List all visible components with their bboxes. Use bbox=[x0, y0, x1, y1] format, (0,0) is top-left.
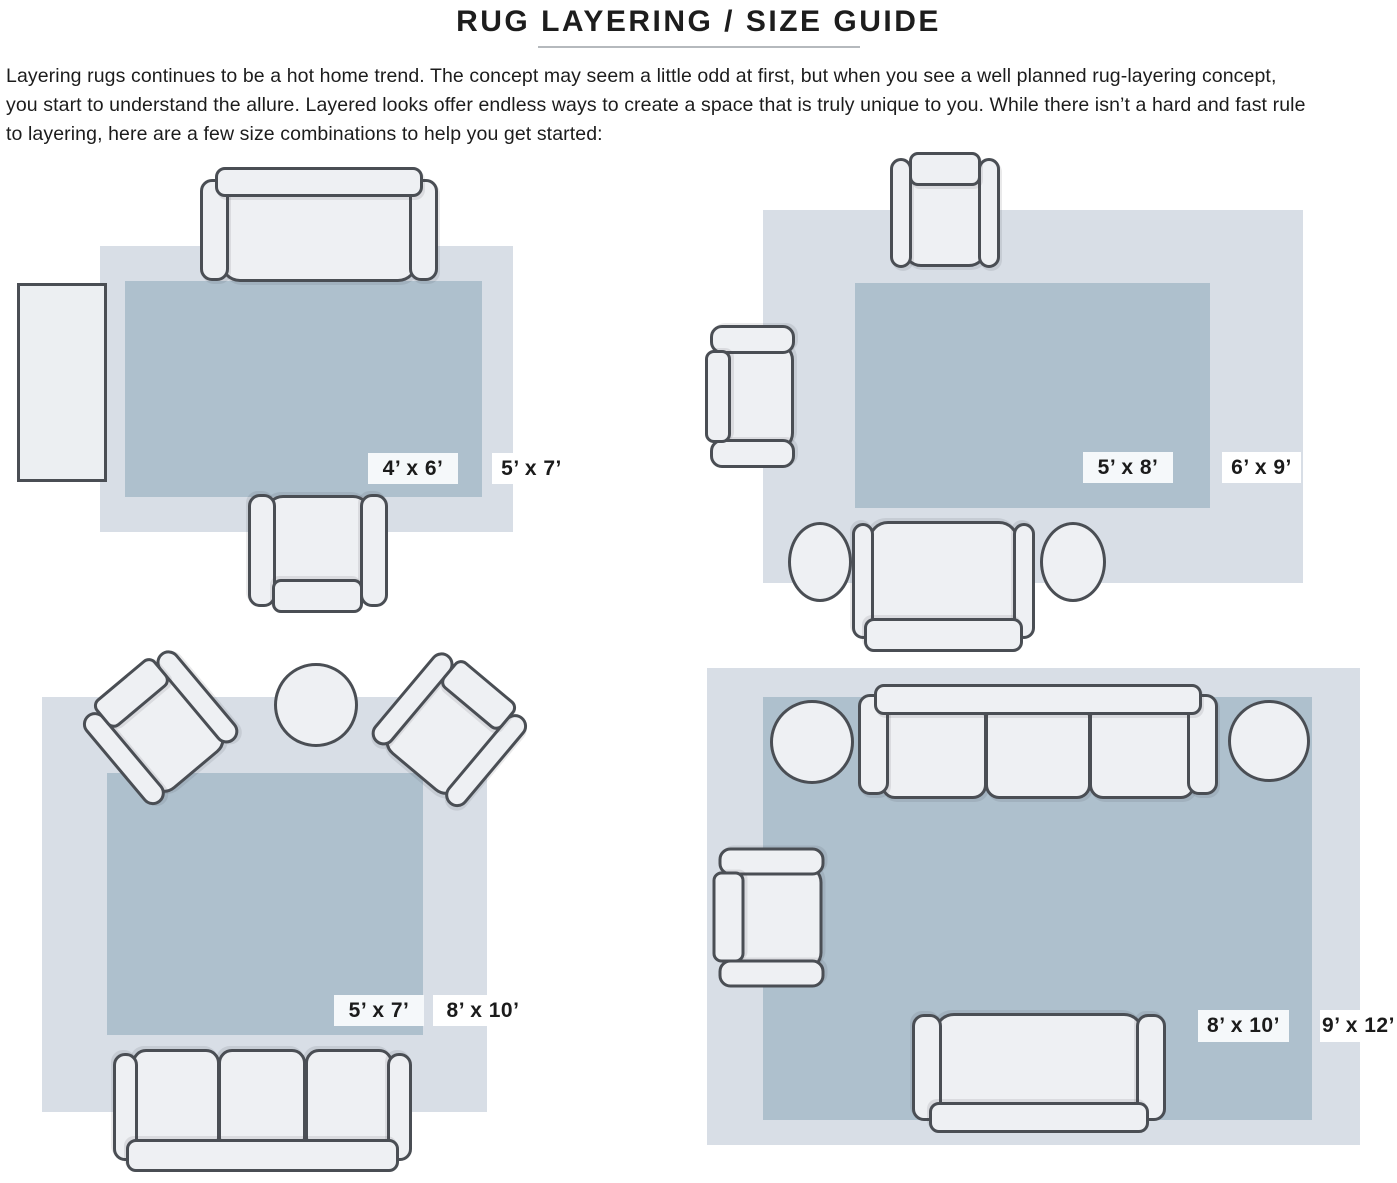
outer-rug-size-text: 5’ x 7’ bbox=[501, 456, 562, 480]
inner-rug-size-text: 5’ x 8’ bbox=[1097, 455, 1159, 479]
armchair-arm-right bbox=[978, 158, 1000, 268]
intro-line: you start to understand the allure. Layered looks offer endless ways to create a space that is truly unique to you. While there isn’t a hard and fast rule bbox=[6, 94, 1306, 116]
inner-rug-size-label bbox=[1198, 1010, 1289, 1042]
intro-line: Layering rugs continues to be a hot home trend. The concept may seem a little odd at first, but when you see a well planned rug-layering concept, bbox=[6, 65, 1277, 87]
sofa-seat-cushion bbox=[218, 1049, 306, 1146]
round-ottoman bbox=[1228, 700, 1310, 782]
sofa-back-cushion bbox=[874, 684, 1202, 715]
intro-text bbox=[6, 62, 1306, 149]
armchair-arm-left bbox=[710, 439, 796, 468]
page-title: RUG LAYERING / SIZE GUIDE bbox=[456, 5, 941, 38]
inner-rug-size-text: 8’ x 10’ bbox=[1207, 1014, 1280, 1037]
armchair-back-cushion bbox=[273, 579, 364, 613]
outer-rug-size-label bbox=[1320, 1010, 1397, 1042]
inner-rug-size-label bbox=[1083, 452, 1173, 483]
inner-rug-size-label bbox=[334, 995, 424, 1026]
inner-rug-size-label bbox=[368, 453, 458, 484]
sofa-seat-cushion bbox=[305, 1049, 393, 1146]
armchair-back-cushion bbox=[909, 152, 981, 186]
sofa-back-cushion bbox=[929, 1102, 1150, 1133]
intro-line: to layering, here are a few size combinations to help you get started: bbox=[6, 123, 603, 145]
outer-rug-size-label bbox=[492, 453, 571, 484]
round-ottoman bbox=[770, 700, 854, 784]
inner-rug-size-text: 4’ x 6’ bbox=[382, 456, 444, 480]
armchair bbox=[705, 325, 798, 468]
armchair-back-cushion bbox=[705, 350, 731, 443]
sofa-seat-cushion bbox=[132, 1049, 220, 1146]
armchair bbox=[713, 848, 828, 988]
sofa bbox=[200, 167, 438, 283]
sofa-back-cushion bbox=[126, 1139, 398, 1172]
sofa bbox=[858, 684, 1218, 800]
armchair-arm-left bbox=[360, 494, 388, 607]
console-table bbox=[17, 283, 107, 482]
outer-rug-size-label bbox=[1222, 452, 1301, 483]
sofa-seat-cushion bbox=[934, 1013, 1145, 1113]
armchair-back-cushion bbox=[713, 872, 745, 963]
sofa-back-cushion bbox=[864, 618, 1023, 652]
outer-rug-size-label bbox=[433, 995, 533, 1026]
armchair-arm-left bbox=[718, 960, 824, 988]
outer-rug-size-text: 6’ x 9’ bbox=[1231, 455, 1292, 479]
armchair bbox=[248, 490, 388, 613]
round-ottoman bbox=[1040, 522, 1106, 602]
sofa bbox=[852, 520, 1035, 652]
round-ottoman bbox=[788, 522, 852, 602]
sofa-seat-cushion bbox=[985, 708, 1091, 798]
sofa-seat-cushion bbox=[1089, 708, 1195, 798]
outer-rug-size-text: 8’ x 10’ bbox=[446, 998, 520, 1022]
sofa-seat-cushion bbox=[868, 521, 1020, 631]
sofa-back-cushion bbox=[215, 167, 422, 197]
inner-rug-size-text: 5’ x 7’ bbox=[348, 998, 410, 1022]
loveseat-sofa bbox=[912, 1012, 1166, 1133]
sofa bbox=[113, 1048, 412, 1172]
outer-rug-size-text: 9’ x 12’ bbox=[1322, 1014, 1395, 1037]
sofa-seat-cushion bbox=[881, 708, 987, 798]
title-divider bbox=[538, 46, 860, 48]
round-side-table bbox=[274, 663, 358, 747]
sofa-seat-cushion bbox=[220, 186, 418, 282]
armchair bbox=[890, 152, 1000, 272]
